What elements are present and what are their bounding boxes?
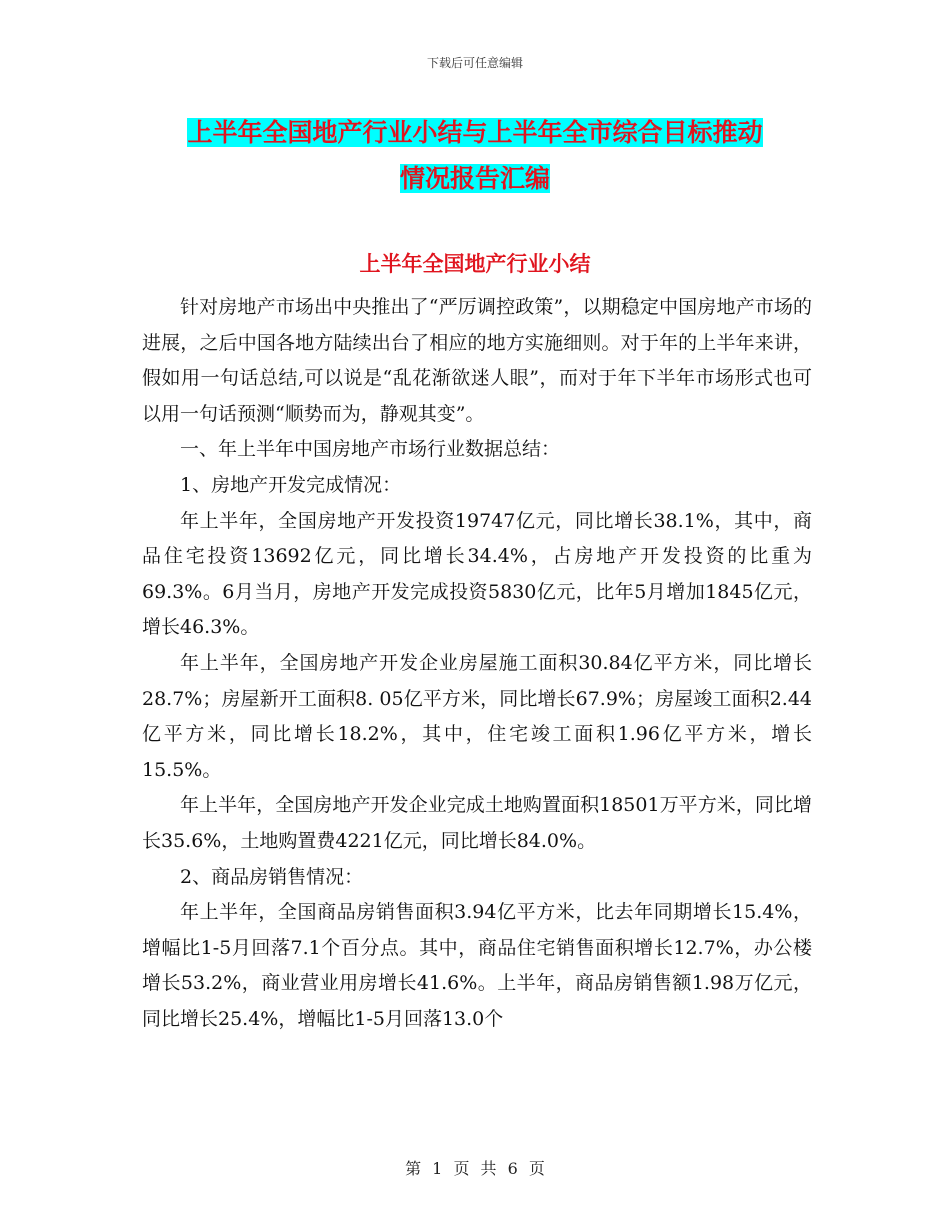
paragraph-land: 年上半年，全国房地产开发企业完成土地购置面积18501万平方米，同比增长35.6%，土地购置费4221亿元，同比增长84.0%。 — [142, 794, 812, 852]
section-title: 上半年全国地产行业小结 — [359, 252, 591, 276]
document-title-line-2 — [140, 156, 810, 202]
paragraph-investment: 年上半年，全国房地产开发投资19747亿元，同比增长38.1%，其中，商品住宅投资13692亿元，同比增长34.4%，占房地产开发投资的比重为69.3%。6月当月，房地产开发完成投资5830亿元，比年5月增加1845亿元，增长46.3%。 — [142, 509, 812, 639]
body-text — [142, 290, 812, 1037]
page-header-note: 下载后可任意编辑 — [426, 56, 523, 70]
document-title-line-1 — [140, 110, 810, 156]
page-number: 第 1 页 共 6 页 — [405, 1159, 545, 1178]
heading-sales: 2、商品房销售情况： — [180, 865, 364, 888]
heading-summary: 一、年上半年中国房地产市场行业数据总结： — [180, 438, 561, 461]
title-highlight-1: 上半年全国地产行业小结与上半年全市综合目标推动 — [187, 118, 763, 147]
title-highlight-2: 情况报告汇编 — [399, 164, 550, 193]
heading-development: 1、房地产开发完成情况： — [180, 473, 402, 496]
paragraph-intro: 针对房地产市场出中央推出了“严厉调控政策”，以期稳定中国房地产市场的进展，之后中国各地方陆续出台了相应的地方实施细则。对于年的上半年来讲，假如用一句话总结,可以说是“乱花渐欲迷人眼”，而对于年下半年市场形式也可以用一句话预测“顺势而为，静观其变”。 — [142, 296, 812, 425]
paragraph-sales: 年上半年，全国商品房销售面积3.94亿平方米，比去年同期增长15.4%，增幅比1-5月回落7.1个百分点。其中，商品住宅销售面积增长12.7%，办公楼增长53.2%，商业营业用房增长41.6%。上半年，商品房销售额1.98万亿元，同比增长25.4%，增幅比1-5月回落13.0个 — [142, 901, 812, 1030]
paragraph-floor-area: 年上半年，全国房地产开发企业房屋施工面积30.84亿平方米，同比增长28.7%；房屋新开工面积8. 05亿平方米，同比增长67.9%；房屋竣工面积2.44亿平方米，同比增长18.2%，其中，住宅竣工面积1.96亿平方米，增长15.5%。 — [142, 651, 812, 781]
document-title — [140, 110, 810, 202]
